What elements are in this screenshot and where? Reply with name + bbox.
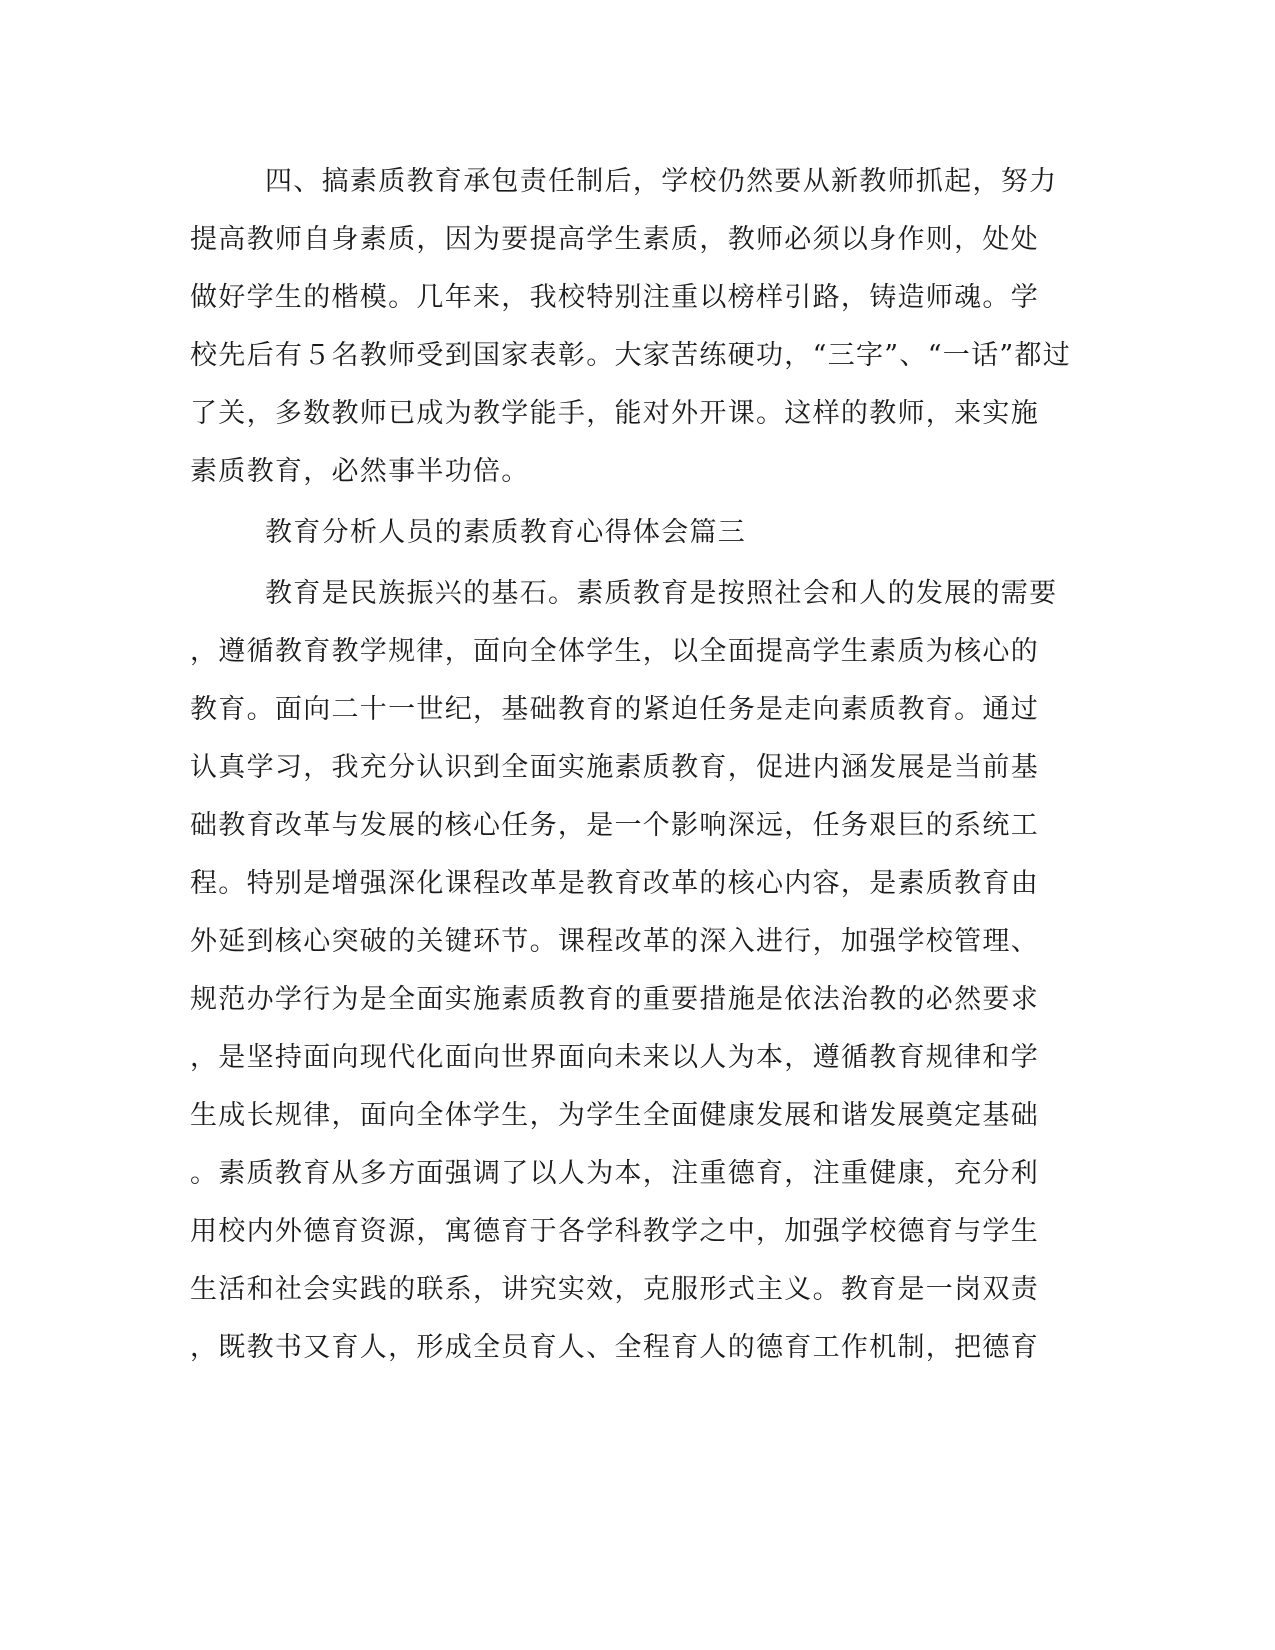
paragraph-line: 。素质教育从多方面强调了以人为本，注重德育，注重健康，充分利 xyxy=(190,1158,1039,1189)
paragraph-line: 四、搞素质教育承包责任制后，学校仍然要从新教师抓起，努力 xyxy=(265,166,1058,197)
paragraph-line: ，既教书又育人，形成全员育人、全程育人的德育工作机制，把德育 xyxy=(190,1332,1039,1363)
paragraph-line: 教育。面向二十一世纪，基础教育的紧迫任务是走向素质教育。通过 xyxy=(190,694,1039,725)
paragraph-line: 提高教师自身素质，因为要提高学生素质，教师必须以身作则，处处 xyxy=(190,224,1039,255)
paragraph-line: ，是坚持面向现代化面向世界面向未来以人为本，遵循教育规律和学 xyxy=(190,1042,1039,1073)
paragraph-line: 生活和社会实践的联系，讲究实效，克服形式主义。教育是一岗双责 xyxy=(190,1274,1039,1305)
paragraph-line: 教育是民族振兴的基石。素质教育是按照社会和人的发展的需要 xyxy=(265,578,1058,609)
paragraph-line: ，遵循教育教学规律，面向全体学生，以全面提高学生素质为核心的 xyxy=(190,636,1039,667)
paragraph-line: 础教育改革与发展的核心任务，是一个影响深远，任务艰巨的系统工 xyxy=(190,810,1039,841)
paragraph-line: 规范办学行为是全面实施素质教育的重要措施是依法治教的必然要求 xyxy=(190,984,1039,1015)
paragraph-line: 外延到核心突破的关键环节。课程改革的深入进行，加强学校管理、 xyxy=(190,926,1039,957)
paragraph-line: 了关，多数教师已成为教学能手，能对外开课。这样的教师，来实施 xyxy=(190,398,1039,429)
paragraph-line: 做好学生的楷模。几年来，我校特别注重以榜样引路，铸造师魂。学 xyxy=(190,282,1039,313)
paragraph-line: 校先后有５名教师受到国家表彰。大家苦练硬功，“三字”、“一话”都过 xyxy=(190,340,1072,371)
paragraph-line: 程。特别是增强深化课程改革是教育改革的核心内容，是素质教育由 xyxy=(190,868,1039,899)
paragraph-line: 素质教育，必然事半功倍。 xyxy=(190,456,530,487)
paragraph-line: 认真学习，我充分认识到全面实施素质教育，促进内涵发展是当前基 xyxy=(190,752,1039,783)
section-heading: 教育分析人员的素质教育心得体会篇三 xyxy=(265,517,747,548)
paragraph-line: 生成长规律，面向全体学生，为学生全面健康发展和谐发展奠定基础 xyxy=(190,1100,1039,1131)
paragraph-line: 用校内外德育资源，寓德育于各学科教学之中，加强学校德育与学生 xyxy=(190,1216,1039,1247)
